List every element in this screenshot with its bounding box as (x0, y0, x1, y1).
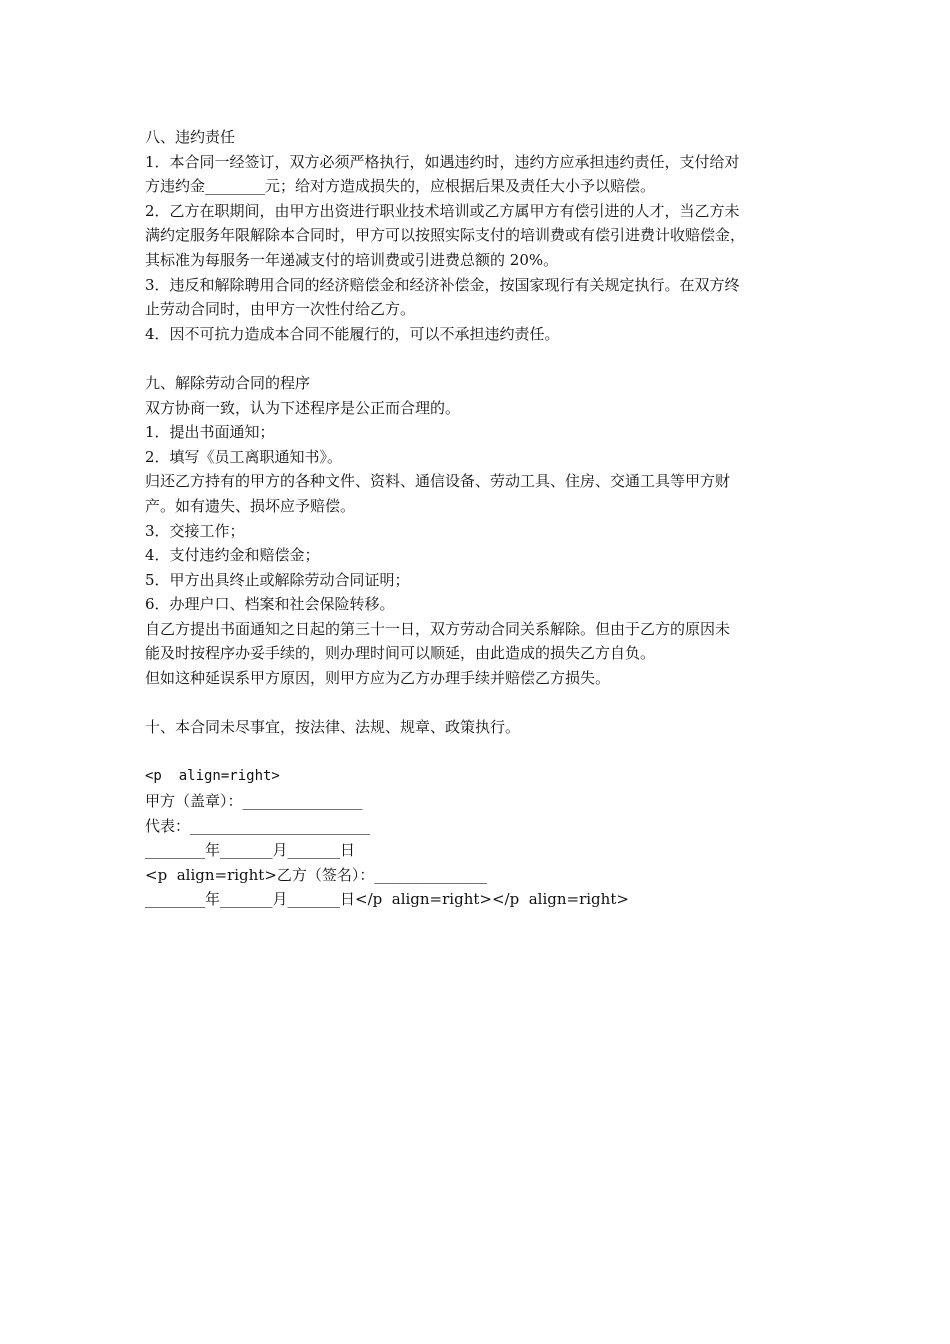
section-9-line: 能及时按程序办妥手续的，则办理时间可以顺延，由此造成的损失乙方自负。 (145, 644, 656, 663)
blank-line (145, 346, 810, 371)
party-b-date-line: ________年_______月_______日</p align=right></p align=right> (145, 890, 629, 909)
section-8-line: 满约定服务年限解除本合同时，甲方可以按照实际支付的培训费或有偿引进费计收赔偿金， (145, 226, 746, 245)
signature-block (145, 764, 810, 912)
party-a-seal-line: 甲方（盖章）：________________ (145, 792, 363, 811)
section-9-line: 自乙方提出书面通知之日起的第三十一日，双方劳动合同关系解除。但由于乙方的原因未 (145, 619, 731, 638)
party-a-date-line: ________年_______月_______日 (145, 841, 356, 860)
section-10-line: 十、本合同未尽事宜，按法律、法规、规章、政策执行。 (145, 718, 521, 737)
section-8-line: 止劳动合同时，由甲方一次性付给乙方。 (145, 300, 416, 319)
section-9-line: 归还乙方持有的甲方的各种文件、资料、通信设备、劳动工具、住房、交通工具等甲方财 (145, 472, 731, 491)
signature-tag-line: <p align=right> (145, 768, 280, 785)
section-9-line: 2．填写《员工离职通知书》。 (145, 447, 343, 466)
section-8-line: 4．因不可抗力造成本合同不能履行的，可以不承担违约责任。 (145, 324, 560, 343)
section-8-line: 3．违反和解除聘用合同的经济赔偿金和经济补偿金，按国家现行有关规定执行。在双方终 (145, 275, 740, 294)
section-8-line: 2．乙方在职期间，由甲方出资进行职业技术培训或乙方属甲方有偿引进的人才，当乙方未 (145, 201, 740, 220)
section-9-heading: 九、解除劳动合同的程序 (145, 373, 311, 392)
section-9-line: 产。如有遗失、损坏应予赔偿。 (145, 496, 356, 515)
section-8-heading: 八、违约责任 (145, 128, 236, 146)
representative-line: 代表：________________________ (145, 816, 371, 835)
party-b-signature-line: <p align=right>乙方（签名）：_______________ (145, 865, 487, 884)
section-9-line: 但如这种延误系甲方原因，则甲方应为乙方办理手续并赔偿乙方损失。 (145, 669, 611, 688)
section-9-line: 1．提出书面通知； (145, 423, 275, 442)
blank-line (145, 740, 810, 765)
section-9-line: 4．支付违约金和赔偿金； (145, 546, 320, 565)
section-9-line: 5．甲方出具终止或解除劳动合同证明； (145, 570, 410, 589)
blank-line (145, 691, 810, 716)
document-page (145, 125, 810, 912)
section-8 (145, 125, 810, 346)
section-9-line: 6．办理户口、档案和社会保险转移。 (145, 595, 395, 614)
section-8-line: 方违约金________元；给对方造成损失的，应根据后果及责任大小予以赔偿。 (145, 177, 656, 196)
section-10 (145, 715, 810, 740)
section-8-line: 1．本合同一经签订，双方必须严格执行，如遇违约时，违约方应承担违约责任，支付给对 (145, 152, 740, 171)
section-9-line: 3．交接工作； (145, 521, 245, 540)
section-9-line: 双方协商一致，认为下述程序是公正而合理的。 (145, 398, 461, 417)
section-9 (145, 371, 810, 691)
section-8-line: 其标准为每服务一年递减支付的培训费或引进费总额的 20%。 (145, 250, 559, 269)
